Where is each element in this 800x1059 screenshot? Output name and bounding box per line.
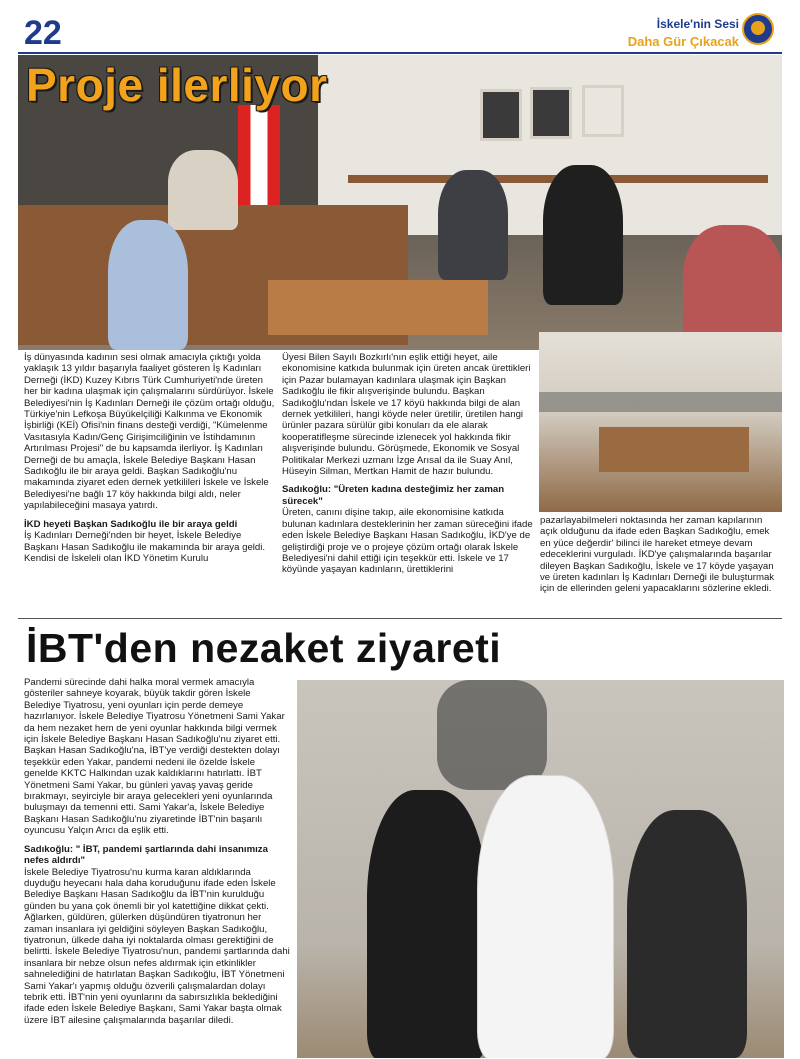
portrait-frame: [530, 87, 572, 139]
article1-headline: Proje ilerliyor: [26, 59, 328, 111]
masthead-line1: İskele'nin Sesi: [656, 17, 739, 31]
meeting-table: [599, 427, 749, 472]
article1-col2-body: Üyesi Bilen Sayılı Bozkırlı'nın eşlik ettiği heyet, aile ekonomisine katkıda bulunmak için üreten ancak ürettikleri için Pazar bulamayan kadınlara ulaşmak için Başkan Sadıkoğlu ile fikir alışverişinde bulundu. Başkan Sadıkoğlu'ndan İskele ve 17 köyü hakkında bilgi de alan dernek yetkilileri, hangi köyde neler üretilir, üretilen hangi ürünler pazara sürülür gibi konuları da ele alarak kooperatifleşme sürecinde izlenecek yol hakkında fikir alışverişinde bulundu. Görüşmede, Ekonomik ve Sosyal Politikalar Merkezi uzmanı İzge Arısal da ile Suay Anıl, Hüseyin Silman, Mertkan Hamit de hazır bulundu.: [282, 352, 531, 478]
person-right-printed-shirt: [627, 810, 747, 1058]
article1-intro: İş dünyasında kadının sesi olmak amacıyla çıktığı yolda yaklaşık 13 yıldır başarıyla faaliyet gösteren İş Kadınları Derneği (İKD) Kuzey Kıbrıs Türk Cumhuriyeti'nde üreten her bir kadına ulaşmak için çalışmalarını sürdürüyor. İskele Belediyesi'nin İş Kadınları Derneği ile çözüm ortağı olduğu, Türkiye'nin Lefkoşa Büyükelçiliği Kalkınma ve Ekonomik İşbirliği (KEİ) Ofisi'nin finans desteği verdiği, "Kümelenme Vasıtasıyla Kadın/Genç Girişimciliğinin ve İstihdamının Artırılması Projesi" de bu kapsamda ilerliyor. İş Kadınları Derneği de bu amaçla, İskele Belediye Başkanı Hasan Sadıkoğlu ile bir araya geldi. Başkan Sadıkoğlu'nu makamında ziyaret eden dernek yetkilileri İskele ve İskele Belediyesi'ne bağlı 17 köy hakkında bilgi aldı, neler yapılabileceğini masaya yatırdı.: [24, 352, 275, 512]
portrait-frame: [582, 85, 624, 137]
seated-people: [539, 392, 782, 412]
article1-subhead2: Sadıkoğlu: "Üreten kadına desteğimiz her zaman sürecek": [282, 484, 505, 507]
portrait-frame: [480, 89, 522, 141]
person-woman-black: [543, 165, 623, 305]
theatre-visit-photo: [297, 680, 784, 1058]
header-rule: [18, 52, 782, 54]
article1-col1-body: İş Kadınları Derneği'nden bir heyet, İskele Belediye Başkanı Hasan Sadıkoğlu ile makamında bir araya geldi. Kendisi de İskeleli olan İKD Yönetim Kurulu: [24, 530, 266, 564]
coffee-table: [268, 280, 488, 335]
page-number: 22: [24, 14, 62, 52]
person-left-black-shirt: [367, 790, 487, 1058]
article2-subhead: Sadıkoğlu: " İBT, pandemi şartlarında dahi insanımıza nefes aldırdı": [24, 843, 268, 867]
article1-column3: [540, 515, 782, 595]
person-woman-laptop: [108, 220, 188, 350]
article1-column1: [24, 352, 276, 564]
article2-body: İskele Belediye Tiyatrosu'nu kurma karan aldıklarında duyduğu heyecanı hala daha koruduğunu ifade eden İskele Belediye Başkanı Hasan Sadıkoğlu da İBT'nin kurulduğu günden bu yana çok önemli bir yol katettiğine dikkat çekti. Ağlarken, güldüren, gülerken düşündüren tiyatronun her zaman insanlara iyi geldiğini söyleyen Başkan Sadıkoğlu, tiyatronun, ülkede daha iyi noktalarda olması gerektiğini de belirtti. İskele Belediye Tiyatrosu'nun, pandemi şartlarında dahi insanlara bir nebze olsun nefes aldırmak için etkinlikler sahnelediğini de hatırlatan Başkan Sadıkoğlu, İBT Yönetmeni Sami Yakar'ı yapmış olduğu özverili çalışmalardan dolayı tebrik etti. İBT'nin yeni oyunlarını da sabırsızlıkla beklediğini ifade eden İskele Belediye Başkanı, Sami Yakar başta olmak üzere İBT ailesine çalışmalarında başarılar diledi.: [24, 866, 290, 1026]
meeting-room-photo: [539, 332, 782, 512]
municipality-logo-icon: [742, 13, 774, 45]
flag: [238, 105, 280, 205]
article1-col3-body: pazarlayabilmeleri noktasında her zaman kapılarının açık olduğunu da ifade eden Başkan Sadıkoğlu, emek en yüce değerdir' bilinci ile hareket etmeye devam edeceklerini vurguladı. İKD'ye çalışmalarında başarılar dileyen Başkan Sadıkoğlu, İskele ve 17 köyde yaşayan ve üreten kadınları İş Kadınları Derneği ile buluşturmak için de ellerinden geleni yapacaklarını sözlerine ekledi.: [540, 515, 775, 595]
article2-headline: İBT'den nezaket ziyareti: [26, 625, 502, 671]
article1-col2-body2: Üreten, canını dişine takıp, aile ekonomisine katkıda bulunan kadınlara desteklerinin her zaman süreceğini ifade eden İskele Belediye Başkanı Hasan Sadıkoğlu, İKD'ye de geliştirdiği proje ve o projeye çözüm ortağı olarak İskele Belediyesi'ni dahil ettiği için teşekkür etti. İskele ve 17 köyünde yaşayan kadınların, ürettiklerini: [282, 507, 533, 576]
article1-subhead1: İKD heyeti Başkan Sadıkoğlu ile bir araya geldi: [24, 518, 238, 530]
article2-column: [24, 677, 290, 1026]
section-divider: [18, 618, 782, 619]
wall-portrait-art: [437, 680, 547, 790]
person-man-suit: [438, 170, 508, 280]
article2-intro: Pandemi sürecinde dahi halka moral vermek amacıyla gösteriler sahneye koyarak, büyük takdir gören İskele Belediye Tiyatrosu, yeni oyunları için perde demeye hazırlanıyor. İskele Belediye Tiyatrosu Yönetmeni Sami Yakar da hem nezaket hem de yeni oyunlar hakkında bilgi vermek için İskele Belediye Başkanı Hasan Sadıkoğlu'nu ziyaret etti. Başkan Hasan Sadıkoğlu'na, İBT'ye verdiği destekten dolayı teşekkür eden Yakar, pandemi nedeni ile özelde İskele genelde KKTC Halkından uzak kaldıklarını hatırlattı. İBT Yönetmeni Sami Yakar, bu günleri yavaş yavaş geride bırakmayı, seyirciyle bir araya gelecekleri yeni oyunlarında buluşmayı da temenni etti. Sami Yakar'a, İskele Belediye Başkanı Hasan Sadıkoğlu'nu ziyaretinde İBT'nin başarılı oyuncusu Yalçın Arıcı da eşlik etti.: [24, 677, 285, 837]
person-center-white-shirt: [477, 775, 614, 1058]
person-mayor: [168, 150, 238, 230]
article1-column2: [282, 352, 534, 576]
masthead-line2: Daha Gür Çıkacak: [627, 34, 739, 49]
